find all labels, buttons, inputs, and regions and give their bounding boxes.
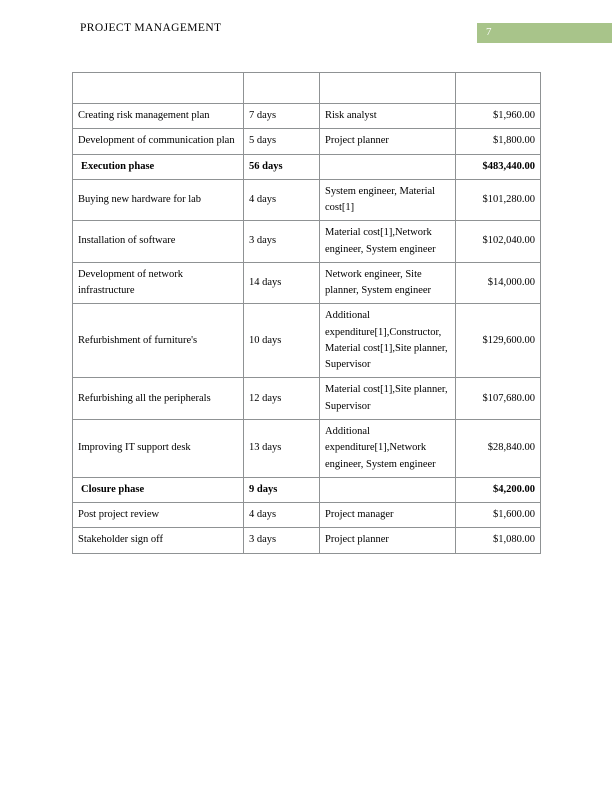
cell-duration: 7 days	[244, 104, 320, 129]
cell-cost: $101,280.00	[456, 179, 541, 221]
cell-duration: 9 days	[244, 477, 320, 502]
cell-duration: 5 days	[244, 129, 320, 154]
page-header-title: PROJECT MANAGEMENT	[80, 22, 222, 34]
table-row	[73, 104, 541, 129]
cell-duration: 13 days	[244, 419, 320, 477]
page-number-label: 7	[486, 26, 492, 38]
cell-cost: $28,840.00	[456, 419, 541, 477]
table-row	[73, 378, 541, 420]
cell-cost: $102,040.00	[456, 221, 541, 263]
table-row	[73, 262, 541, 304]
cell-resources: Material cost[1],Network engineer, System engineer	[320, 221, 456, 263]
cell-resources: Project planner	[320, 129, 456, 154]
cell-duration: 12 days	[244, 378, 320, 420]
cell-task: Stakeholder sign off	[73, 528, 244, 553]
cell-task: Installation of software	[73, 221, 244, 263]
cell-task: Improving IT support desk	[73, 419, 244, 477]
cell-duration: 4 days	[244, 179, 320, 221]
cell-resources: Network engineer, Site planner, System engineer	[320, 262, 456, 304]
cell-cost: $1,960.00	[456, 104, 541, 129]
cell-resources: Risk analyst	[320, 104, 456, 129]
cell-task: Buying new hardware for lab	[73, 179, 244, 221]
cell-cost: $4,200.00	[456, 477, 541, 502]
page-number-badge	[477, 23, 612, 43]
cell-duration: 3 days	[244, 528, 320, 553]
cell-duration: 56 days	[244, 154, 320, 179]
cell-duration: 10 days	[244, 304, 320, 378]
cell-resources	[320, 477, 456, 502]
cell-duration	[244, 73, 320, 104]
table-row	[73, 419, 541, 477]
table-row	[73, 179, 541, 221]
cell-duration: 14 days	[244, 262, 320, 304]
cell-cost: $1,800.00	[456, 129, 541, 154]
cell-resources	[320, 73, 456, 104]
cell-cost: $129,600.00	[456, 304, 541, 378]
cell-resources: Additional expenditure[1],Network engineer, System engineer	[320, 419, 456, 477]
cell-duration: 3 days	[244, 221, 320, 263]
cell-task: Execution phase	[73, 154, 244, 179]
cell-resources: Additional expenditure[1],Constructor, Material cost[1],Site planner, Supervisor	[320, 304, 456, 378]
table-row	[73, 73, 541, 104]
table-row	[73, 304, 541, 378]
table-row	[73, 528, 541, 553]
table-row	[73, 477, 541, 502]
cell-task	[73, 73, 244, 104]
cell-task: Post project review	[73, 503, 244, 528]
table-row	[73, 221, 541, 263]
cell-cost	[456, 73, 541, 104]
table-row	[73, 503, 541, 528]
cell-task: Refurbishing all the peripherals	[73, 378, 244, 420]
table-body	[73, 73, 541, 554]
table-row	[73, 154, 541, 179]
cell-resources: System engineer, Material cost[1]	[320, 179, 456, 221]
cell-cost: $14,000.00	[456, 262, 541, 304]
cell-cost: $1,600.00	[456, 503, 541, 528]
table-row	[73, 129, 541, 154]
project-task-table	[72, 72, 541, 554]
cell-resources: Project planner	[320, 528, 456, 553]
cell-resources	[320, 154, 456, 179]
cell-task: Closure phase	[73, 477, 244, 502]
cell-task: Development of communication plan	[73, 129, 244, 154]
cell-task: Refurbishment of furniture's	[73, 304, 244, 378]
cell-task: Development of network infrastructure	[73, 262, 244, 304]
cell-cost: $483,440.00	[456, 154, 541, 179]
cell-duration: 4 days	[244, 503, 320, 528]
cell-cost: $107,680.00	[456, 378, 541, 420]
cell-cost: $1,080.00	[456, 528, 541, 553]
cell-task: Creating risk management plan	[73, 104, 244, 129]
cell-resources: Material cost[1],Site planner, Supervisor	[320, 378, 456, 420]
cell-resources: Project manager	[320, 503, 456, 528]
